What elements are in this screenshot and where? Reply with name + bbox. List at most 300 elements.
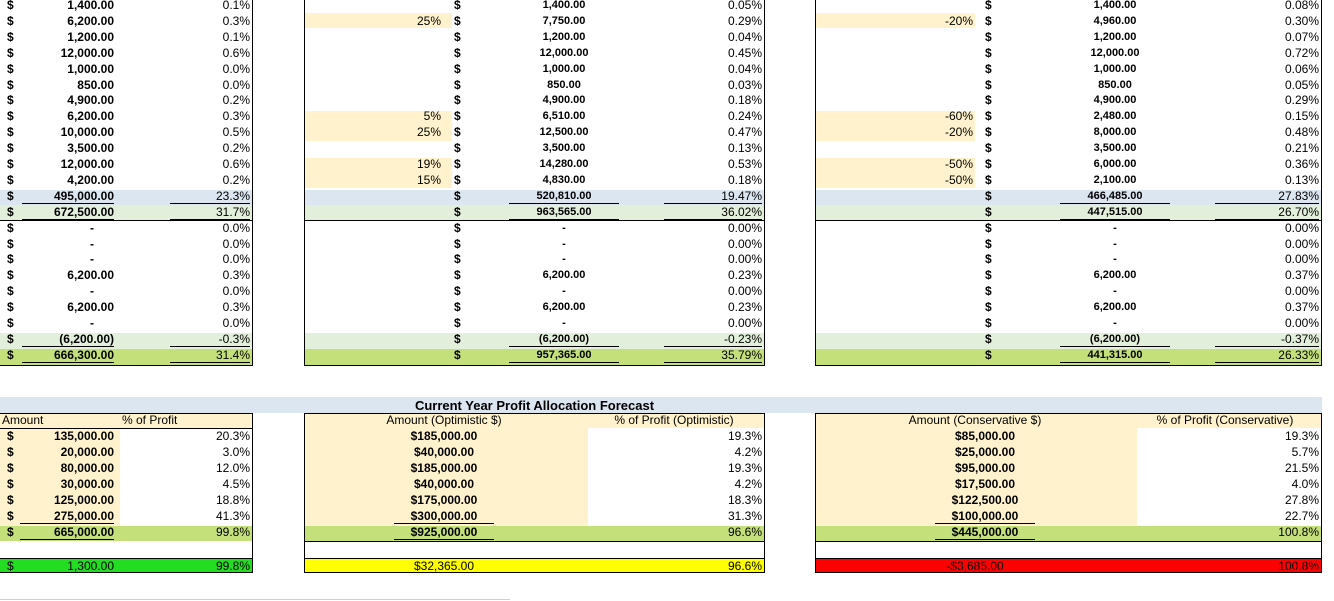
currency-symbol: $ — [985, 316, 992, 330]
expense-pct: -0.37% — [1215, 332, 1319, 347]
allocation-amount: 30,000.00 — [60, 477, 114, 491]
currency-symbol: $ — [7, 0, 14, 12]
expense-amount: - — [562, 237, 566, 250]
expense-pct: 0.00% — [1284, 236, 1319, 251]
currency-symbol: $ — [7, 172, 14, 187]
expense-pct: 0.3% — [222, 300, 250, 315]
expense-amount: 1,200.00 — [67, 29, 114, 44]
expense-amount: 6,200.00 — [542, 301, 586, 314]
adjustment-pct: -20% — [944, 13, 973, 28]
allocation-pct: 99.8% — [215, 525, 250, 539]
expense-pct: 0.37% — [1284, 300, 1319, 315]
adjustment-pct — [304, 300, 441, 315]
expense-amount: - — [90, 252, 94, 267]
currency-symbol: $ — [7, 125, 14, 140]
currency-symbol: $ — [7, 157, 14, 171]
allocation-pct: 31.3% — [727, 509, 762, 523]
expense-pct: 0.0% — [222, 316, 250, 330]
expense-amount: - — [562, 317, 566, 329]
adjustment-pct — [304, 189, 441, 204]
expense-pct: 0.21% — [1284, 141, 1319, 156]
currency-symbol: $ — [454, 284, 461, 299]
allocation-amount: $185,000.00 — [410, 461, 478, 475]
expense-pct: 0.45% — [727, 45, 762, 60]
adjustment-pct — [815, 78, 973, 93]
current-year-expense-block — [0, 0, 253, 366]
expense-pct: 0.1% — [222, 0, 250, 12]
currency-symbol: $ — [7, 300, 14, 315]
expense-amount: 447,515.00 — [1060, 205, 1170, 220]
expense-pct: 0.2% — [222, 141, 250, 156]
allocation-pct: 3.0% — [222, 445, 250, 459]
currency-symbol: $ — [454, 347, 461, 362]
currency-symbol: $ — [454, 29, 461, 44]
currency-symbol: $ — [454, 300, 461, 315]
header-amount: Amount — [2, 413, 44, 427]
expense-pct: 0.13% — [1284, 172, 1319, 187]
currency-symbol: $ — [454, 220, 461, 235]
expense-amount: 2,480.00 — [1093, 110, 1137, 123]
currency-symbol: $ — [7, 220, 14, 235]
currency-symbol: $ — [454, 268, 461, 283]
allocation-pct: 4.5% — [222, 477, 250, 491]
result-pct: 99.8% — [215, 559, 250, 573]
expense-amount: - — [1113, 253, 1117, 266]
adjustment-pct — [304, 141, 441, 156]
adjustment-pct — [304, 221, 441, 236]
allocation-pct: 22.7% — [1284, 509, 1319, 523]
allocation-pct: 18.3% — [727, 493, 762, 507]
allocation-amount: $25,000.00 — [954, 445, 1016, 459]
expense-amount: 4,900.00 — [1093, 94, 1137, 107]
expense-pct: 19.47% — [664, 189, 762, 204]
expense-pct: 0.00% — [727, 220, 762, 235]
currency-symbol: $ — [7, 141, 14, 156]
expense-pct: 0.6% — [222, 157, 250, 171]
expense-amount: 1,400.00 — [542, 0, 586, 11]
expense-pct: -0.3% — [170, 332, 250, 347]
expense-pct: 0.0% — [222, 236, 250, 251]
adjustment-pct — [815, 300, 973, 315]
adjustment-pct — [304, 78, 441, 93]
adjustment-pct — [815, 62, 973, 77]
currency-symbol: $ — [7, 236, 14, 251]
expense-pct: 0.06% — [1284, 61, 1319, 76]
allocation-pct: 100.8% — [1278, 525, 1319, 539]
currency-symbol: $ — [7, 316, 14, 330]
currency-symbol: $ — [985, 93, 992, 108]
adjustment-pct — [815, 348, 973, 363]
expense-pct: 0.07% — [1284, 29, 1319, 44]
currency-symbol: $ — [985, 109, 992, 124]
adjustment-pct — [304, 237, 441, 252]
expense-pct: 0.23% — [727, 300, 762, 315]
expense-pct: 0.0% — [222, 252, 250, 267]
allocation-pct: 4.0% — [1291, 477, 1319, 491]
currency-symbol: $ — [985, 220, 992, 235]
expense-amount: - — [1113, 285, 1117, 298]
expense-amount: 14,280.00 — [539, 158, 589, 170]
currency-symbol: $ — [985, 284, 992, 299]
currency-symbol: $ — [7, 347, 14, 362]
expense-amount: 1,000.00 — [67, 61, 114, 76]
expense-pct: 0.47% — [727, 125, 762, 140]
expense-amount: 12,000.00 — [1090, 46, 1140, 59]
expense-amount: 3,500.00 — [1093, 142, 1137, 155]
expense-amount: - — [1113, 237, 1117, 250]
expense-amount: 666,300.00 — [22, 348, 114, 363]
currency-symbol: $ — [985, 13, 992, 28]
expense-amount: 6,200.00 — [67, 109, 114, 124]
allocation-pct: 5.7% — [1291, 445, 1319, 459]
allocation-pct: 12.0% — [215, 461, 250, 475]
expense-amount: 441,315.00 — [1060, 348, 1170, 363]
expense-amount: 4,900.00 — [67, 93, 114, 108]
adjustment-pct — [304, 62, 441, 77]
currency-symbol: $ — [985, 141, 992, 156]
expense-amount: 4,830.00 — [542, 173, 586, 186]
expense-pct: 0.6% — [222, 45, 250, 60]
allocation-amount: $40,000.00 — [413, 445, 475, 459]
adjustment-pct: -60% — [944, 109, 973, 124]
optimistic-allocation-block — [304, 413, 765, 573]
adjustment-pct — [815, 93, 973, 108]
currency-symbol: $ — [7, 525, 14, 539]
currency-symbol: $ — [454, 77, 461, 92]
expense-pct: 0.15% — [1284, 109, 1319, 124]
adjustment-pct — [815, 205, 973, 220]
adjustment-pct — [304, 0, 441, 13]
currency-symbol: $ — [985, 204, 992, 219]
header-pct: % of Profit — [122, 413, 178, 427]
expense-pct: 0.1% — [222, 29, 250, 44]
expense-pct: 0.36% — [1284, 157, 1319, 171]
allocation-pct: 96.6% — [727, 525, 762, 539]
currency-symbol: $ — [985, 125, 992, 140]
currency-symbol: $ — [7, 45, 14, 60]
expense-pct: 0.2% — [222, 172, 250, 187]
expense-pct: 0.00% — [727, 252, 762, 267]
expense-amount: 495,000.00 — [22, 189, 114, 204]
result-currency: $ — [7, 559, 14, 573]
expense-amount: - — [562, 285, 566, 298]
currency-symbol: $ — [7, 445, 14, 459]
expense-amount: 8,000.00 — [1093, 126, 1137, 139]
expense-pct: 0.00% — [1284, 284, 1319, 299]
adjustment-pct — [304, 284, 441, 299]
allocation-pct: 18.8% — [215, 493, 250, 507]
currency-symbol: $ — [7, 331, 14, 346]
currency-symbol: $ — [7, 13, 14, 28]
expense-pct: 0.30% — [1284, 13, 1319, 28]
allocation-title: Current Year Profit Allocation Forecast — [414, 398, 655, 413]
expense-amount: 520,810.00 — [509, 189, 619, 204]
expense-amount: - — [1113, 221, 1117, 234]
currency-symbol: $ — [7, 61, 14, 76]
currency-symbol: $ — [7, 29, 14, 44]
currency-symbol: $ — [454, 331, 461, 346]
expense-pct: 27.83% — [1215, 189, 1319, 204]
expense-amount: 2,100.00 — [1093, 173, 1137, 186]
expense-amount: 4,200.00 — [67, 172, 114, 187]
expense-pct: 0.2% — [222, 93, 250, 108]
adjustment-pct — [815, 252, 973, 267]
result-pct: 96.6% — [727, 559, 762, 573]
expense-pct: 0.53% — [727, 157, 762, 171]
allocation-amount: $175,000.00 — [410, 493, 478, 507]
allocation-amount: $17,500.00 — [954, 477, 1016, 491]
result-pct: 100.8% — [1278, 559, 1319, 573]
allocation-amount: 135,000.00 — [53, 429, 114, 443]
currency-symbol: $ — [454, 316, 461, 330]
expense-amount: - — [90, 220, 94, 235]
expense-pct: 0.0% — [222, 220, 250, 235]
expense-amount: 6,200.00 — [1093, 269, 1137, 282]
expense-amount: 963,565.00 — [509, 205, 619, 220]
expense-pct: 31.7% — [170, 205, 250, 220]
header-amount: Amount (Conservative $) — [908, 413, 1042, 427]
allocation-amount: $100,000.00 — [935, 509, 1035, 524]
header-pct: % of Profit (Conservative) — [1156, 413, 1294, 427]
currency-symbol: $ — [7, 509, 14, 523]
adjustment-pct — [815, 30, 973, 45]
header-pct: % of Profit (Optimistic) — [614, 413, 734, 427]
adjustment-pct: 19% — [416, 157, 441, 171]
adjustment-pct — [815, 189, 973, 204]
adjustment-pct — [815, 0, 973, 13]
currency-symbol: $ — [985, 61, 992, 76]
adjustment-pct — [304, 268, 441, 283]
currency-symbol: $ — [454, 0, 461, 12]
adjustment-pct — [304, 93, 441, 108]
expense-amount: - — [90, 316, 94, 330]
expense-amount: 10,000.00 — [60, 125, 114, 140]
currency-symbol: $ — [7, 268, 14, 283]
expense-amount: 850.00 — [77, 77, 114, 92]
allocation-pct: 20.3% — [215, 429, 250, 443]
expense-pct: 0.00% — [1284, 252, 1319, 267]
expense-amount: 1,400.00 — [67, 0, 114, 12]
currency-symbol: $ — [454, 93, 461, 108]
expense-pct: 36.02% — [664, 205, 762, 220]
currency-symbol: $ — [454, 204, 461, 219]
allocation-amount: $122,500.00 — [951, 493, 1019, 507]
conservative-expense-block — [815, 0, 1322, 366]
expense-pct: 0.3% — [222, 109, 250, 124]
currency-symbol: $ — [985, 0, 992, 12]
expense-amount: 4,960.00 — [1093, 14, 1137, 27]
currency-symbol: $ — [454, 252, 461, 267]
allocation-amount: 275,000.00 — [20, 509, 114, 524]
expense-pct: 0.00% — [727, 236, 762, 251]
expense-pct: 35.79% — [664, 348, 762, 363]
expense-pct: 0.05% — [1284, 77, 1319, 92]
adjustment-pct: -50% — [944, 172, 973, 187]
currency-symbol: $ — [454, 236, 461, 251]
expense-amount: 7,750.00 — [542, 14, 586, 27]
adjustment-pct — [815, 268, 973, 283]
expense-amount: (6,200.00) — [509, 332, 619, 347]
adjustment-pct: 15% — [416, 172, 441, 187]
allocation-pct: 4.2% — [734, 477, 762, 491]
expense-pct: 0.5% — [222, 125, 250, 140]
currency-symbol: $ — [985, 347, 992, 362]
currency-symbol: $ — [454, 157, 461, 171]
currency-symbol: $ — [7, 252, 14, 267]
expense-pct: 0.18% — [727, 172, 762, 187]
currency-symbol: $ — [7, 109, 14, 124]
currency-symbol: $ — [7, 429, 14, 443]
result-amount: $32,365.00 — [413, 559, 475, 573]
currency-symbol: $ — [985, 236, 992, 251]
expense-amount: - — [90, 284, 94, 299]
currency-symbol: $ — [454, 188, 461, 203]
adjustment-pct — [304, 252, 441, 267]
adjustment-pct: -20% — [944, 125, 973, 140]
expense-pct: 26.33% — [1215, 348, 1319, 363]
adjustment-pct: -50% — [944, 157, 973, 171]
currency-symbol: $ — [7, 477, 14, 491]
currency-symbol: $ — [985, 252, 992, 267]
expense-amount: 1,200.00 — [1093, 30, 1137, 43]
adjustment-pct — [815, 316, 973, 331]
expense-amount: 6,510.00 — [542, 110, 586, 123]
currency-symbol: $ — [7, 204, 14, 219]
adjustment-pct: 25% — [416, 125, 441, 140]
optimistic-expense-block — [304, 0, 765, 366]
expense-amount: (6,200.00) — [1060, 332, 1170, 347]
adjustment-pct — [815, 332, 973, 347]
allocation-pct: 41.3% — [215, 509, 250, 523]
expense-pct: 0.08% — [1284, 0, 1319, 12]
expense-amount: 1,200.00 — [542, 30, 586, 43]
expense-pct: 0.05% — [727, 0, 762, 12]
expense-amount: 6,200.00 — [1093, 301, 1137, 314]
expense-amount: 12,000.00 — [60, 45, 114, 60]
expense-pct: 26.70% — [1215, 205, 1319, 220]
currency-symbol: $ — [7, 284, 14, 299]
allocation-amount: $300,000.00 — [394, 509, 494, 524]
expense-amount: 672,500.00 — [22, 205, 114, 220]
expense-amount: 6,200.00 — [542, 269, 586, 282]
expense-pct: 0.37% — [1284, 268, 1319, 283]
expense-amount: 957,365.00 — [509, 348, 619, 363]
expense-amount: 6,200.00 — [67, 300, 114, 315]
header-amount: Amount (Optimistic $) — [386, 413, 502, 427]
currency-symbol: $ — [7, 493, 14, 507]
currency-symbol: $ — [985, 77, 992, 92]
expense-amount: 12,500.00 — [539, 126, 589, 139]
expense-amount: 6,200.00 — [67, 13, 114, 28]
currency-symbol: $ — [7, 188, 14, 203]
adjustment-pct — [304, 332, 441, 347]
result-amount: 1,300.00 — [67, 559, 114, 573]
expense-amount: 12,000.00 — [539, 46, 589, 59]
currency-symbol: $ — [454, 109, 461, 124]
currency-symbol: $ — [454, 61, 461, 76]
adjustment-pct — [815, 221, 973, 236]
currency-symbol: $ — [985, 188, 992, 203]
expense-pct: 0.00% — [727, 316, 762, 330]
result-amount: -$3,685.00 — [946, 559, 1004, 573]
allocation-amount: $40,000.00 — [413, 477, 475, 491]
adjustment-pct: 25% — [416, 13, 441, 28]
expense-amount: 3,500.00 — [542, 142, 586, 155]
allocation-amount: $185,000.00 — [410, 429, 478, 443]
adjustment-pct — [304, 30, 441, 45]
currency-symbol: $ — [7, 77, 14, 92]
currency-symbol: $ — [985, 300, 992, 315]
conservative-allocation-block — [815, 413, 1322, 573]
expense-pct: 0.00% — [1284, 220, 1319, 235]
expense-pct: 0.3% — [222, 13, 250, 28]
adjustment-pct — [304, 46, 441, 61]
expense-amount: 6,200.00 — [67, 268, 114, 283]
currency-symbol: $ — [454, 45, 461, 60]
currency-symbol: $ — [7, 461, 14, 475]
expense-amount: 1,400.00 — [1093, 0, 1137, 11]
allocation-amount: $95,000.00 — [954, 461, 1016, 475]
expense-amount: 6,000.00 — [1093, 158, 1137, 170]
expense-pct: 0.0% — [222, 284, 250, 299]
currency-symbol: $ — [454, 172, 461, 187]
expense-pct: 0.03% — [727, 77, 762, 92]
currency-symbol: $ — [985, 172, 992, 187]
expense-pct: 0.0% — [222, 61, 250, 76]
expense-amount: - — [1113, 317, 1117, 329]
allocation-pct: 19.3% — [727, 429, 762, 443]
allocation-amount: 125,000.00 — [53, 493, 114, 507]
allocation-pct: 19.3% — [727, 461, 762, 475]
expense-pct: 0.00% — [1284, 316, 1319, 330]
expense-amount: (6,200.00) — [22, 332, 114, 347]
current-allocation-block — [0, 413, 253, 573]
bottom-divider — [0, 599, 510, 600]
allocation-amount: $85,000.00 — [954, 429, 1016, 443]
expense-amount: 1,000.00 — [1093, 62, 1137, 75]
expense-pct: 0.72% — [1284, 45, 1319, 60]
adjustment-pct — [815, 237, 973, 252]
allocation-amount: $445,000.00 — [935, 525, 1035, 540]
expense-amount: 850.00 — [1098, 78, 1132, 91]
adjustment-pct — [815, 141, 973, 156]
expense-pct: 0.04% — [727, 29, 762, 44]
currency-symbol: $ — [985, 268, 992, 283]
expense-pct: 31.4% — [170, 348, 250, 363]
currency-symbol: $ — [985, 29, 992, 44]
adjustment-pct — [815, 46, 973, 61]
currency-symbol: $ — [7, 93, 14, 108]
expense-pct: 0.18% — [727, 93, 762, 108]
expense-pct: 0.48% — [1284, 125, 1319, 140]
expense-pct: 0.0% — [222, 77, 250, 92]
expense-pct: 0.3% — [222, 268, 250, 283]
currency-symbol: $ — [985, 157, 992, 171]
expense-pct: 0.29% — [1284, 93, 1319, 108]
currency-symbol: $ — [454, 141, 461, 156]
expense-amount: 12,000.00 — [60, 157, 114, 171]
expense-pct: -0.23% — [664, 332, 762, 347]
expense-pct: 0.13% — [727, 141, 762, 156]
expense-amount: 3,500.00 — [67, 141, 114, 156]
expense-pct: 23.3% — [170, 189, 250, 204]
allocation-amount: 665,000.00 — [20, 525, 114, 540]
expense-amount: 4,900.00 — [542, 94, 586, 107]
adjustment-pct — [304, 205, 441, 220]
adjustment-pct — [815, 284, 973, 299]
expense-amount: - — [562, 253, 566, 266]
allocation-amount: 80,000.00 — [60, 461, 114, 475]
